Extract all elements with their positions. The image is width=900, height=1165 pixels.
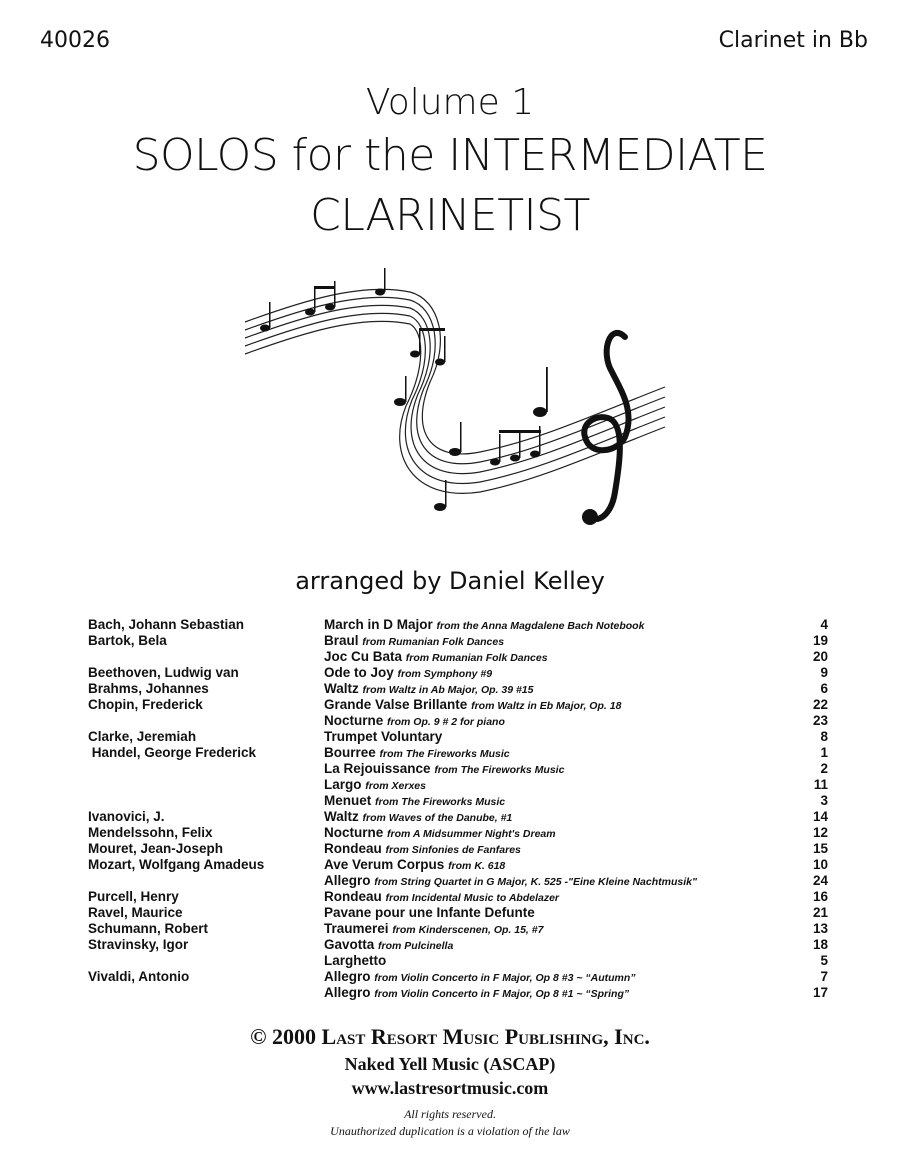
page-number: 7 — [820, 969, 828, 984]
toc-row — [88, 905, 828, 921]
page-number: 13 — [812, 921, 828, 936]
piece-source: from Waves of the Danube, #1 — [362, 812, 513, 824]
piece-source: from Rumanian Folk Dances — [362, 636, 505, 648]
piece-title: Trumpet Voluntary — [324, 729, 443, 744]
composer: Bach, Johann Sebastian — [88, 617, 245, 632]
toc-row — [88, 649, 828, 665]
piece-title: Gavotta — [324, 937, 375, 952]
piece — [324, 697, 621, 714]
composer: Mendelssohn, Felix — [88, 825, 213, 840]
piece — [324, 969, 636, 986]
page-number: 11 — [813, 777, 828, 792]
piece-title: Pavane pour une Infante Defunte — [324, 905, 535, 920]
piece-source: from Xerxes — [365, 780, 426, 792]
composer: Ravel, Maurice — [88, 905, 183, 920]
piece — [324, 681, 533, 698]
composer: Mozart, Wolfgang Amadeus — [88, 857, 265, 872]
page-number: 1 — [820, 745, 828, 760]
piece — [324, 633, 504, 650]
piece-source: from The Fireworks Music — [375, 796, 506, 808]
piece-title: Larghetto — [324, 953, 387, 968]
piece — [324, 985, 629, 1002]
toc-row — [88, 809, 828, 825]
piece — [324, 761, 564, 778]
toc-row — [88, 617, 828, 633]
toc-row — [88, 697, 828, 713]
page-number: 22 — [812, 697, 828, 712]
piece-title: Braul — [324, 633, 359, 648]
toc-row — [88, 889, 828, 905]
piece-source: from K. 618 — [448, 860, 506, 872]
piece — [324, 841, 521, 858]
page-number: 23 — [812, 713, 828, 728]
toc-row — [88, 745, 828, 761]
piece-title: Nocturne — [324, 825, 384, 840]
piece-title: Rondeau — [324, 889, 382, 904]
composer: Mouret, Jean-Joseph — [88, 841, 224, 856]
music-notes-illustration — [240, 262, 670, 552]
piece-title: Ave Verum Corpus — [324, 857, 445, 872]
toc-row — [88, 665, 828, 681]
toc-row — [88, 937, 828, 953]
piece-title: Traumerei — [324, 921, 389, 936]
page-number: 14 — [812, 809, 828, 824]
toc-row — [88, 921, 828, 937]
toc-row — [88, 633, 828, 649]
page-number: 21 — [812, 905, 828, 920]
toc-row — [88, 777, 828, 793]
page-number: 15 — [812, 841, 828, 856]
piece-source: from Symphony #9 — [397, 668, 493, 680]
piece — [324, 649, 548, 666]
toc-row — [88, 857, 828, 873]
piece — [324, 953, 386, 970]
page-number: 24 — [812, 873, 828, 888]
page-number: 8 — [820, 729, 828, 744]
page-number: 3 — [820, 793, 828, 808]
piece-source: from Sinfonies de Fanfares — [385, 844, 521, 856]
piece-title: Waltz — [324, 681, 359, 696]
piece-source: from Kinderscenen, Op. 15, #7 — [392, 924, 544, 936]
piece-title: March in D Major — [324, 617, 433, 632]
toc-row — [88, 953, 828, 969]
composer: Purcell, Henry — [88, 889, 179, 904]
page-number: 10 — [812, 857, 828, 872]
toc-row — [88, 793, 828, 809]
piece-title: Bourree — [324, 745, 376, 760]
composer: Bartok, Bela — [88, 633, 167, 648]
piece-title: Largo — [324, 777, 362, 792]
toc-row — [88, 825, 828, 841]
composer: Schumann, Robert — [88, 921, 209, 936]
piece — [324, 729, 442, 746]
piece — [324, 713, 505, 730]
copyright-line — [0, 1024, 900, 1050]
catalog-number: 40026 — [40, 28, 110, 53]
piece-title: Grande Valse Brillante — [324, 697, 468, 712]
piece-source: from A Midsummer Night's Dream — [387, 828, 556, 840]
page-number: 9 — [820, 665, 828, 680]
composer: Chopin, Frederick — [88, 697, 203, 712]
piece — [324, 745, 510, 762]
toc-row — [88, 729, 828, 745]
toc-row — [88, 873, 828, 889]
piece — [324, 793, 505, 810]
page-number: 18 — [812, 937, 828, 952]
piece-source: from Violin Concerto in F Major, Op 8 #1 ~ “Spring” — [374, 988, 630, 1000]
piece — [324, 857, 505, 874]
volume-label: Volume 1 — [365, 82, 535, 123]
toc-row — [88, 969, 828, 985]
piece-source: from Incidental Music to Abdelazer — [385, 892, 560, 904]
instrument-label: Clarinet in Bb — [718, 28, 868, 53]
piece-title: Allegro — [324, 985, 371, 1000]
page-number: 20 — [812, 649, 828, 664]
piece — [324, 937, 453, 954]
rights-notice: All rights reserved. — [404, 1107, 496, 1121]
piece-source: from the Anna Magdalene Bach Notebook — [436, 620, 645, 632]
piece — [324, 905, 535, 922]
piece — [324, 777, 426, 794]
piece-source: from Rumanian Folk Dances — [405, 652, 548, 664]
page-number: 17 — [812, 985, 828, 1000]
label-name: Naked Yell Music (ASCAP) — [344, 1054, 556, 1074]
piece-title: Allegro — [324, 873, 371, 888]
piece-source: from Violin Concerto in F Major, Op 8 #3 ~ “Autumn” — [374, 972, 636, 984]
page-number: 6 — [820, 681, 828, 696]
title-line-2: CLARINETIST — [310, 190, 590, 241]
piece — [324, 809, 512, 826]
composer: Ivanovici, J. — [88, 809, 165, 824]
toc-row — [88, 681, 828, 697]
page-number: 2 — [820, 761, 828, 776]
page-number: 5 — [820, 953, 828, 968]
website-link[interactable]: www.lastresortmusic.com — [351, 1078, 549, 1098]
composer: Beethoven, Ludwig van — [88, 665, 239, 680]
duplication-warning: Unauthorized duplication is a violation of the law — [330, 1124, 570, 1138]
piece — [324, 665, 492, 682]
toc-row — [88, 985, 828, 1001]
toc-row — [88, 713, 828, 729]
piece-source: from The Fireworks Music — [434, 764, 565, 776]
piece — [324, 617, 644, 634]
piece-title: Nocturne — [324, 713, 384, 728]
composer: Vivaldi, Antonio — [88, 969, 190, 984]
toc-row — [88, 841, 828, 857]
piece — [324, 873, 697, 890]
page-number: 19 — [812, 633, 828, 648]
piece-source: from Pulcinella — [378, 940, 454, 952]
publisher-name: Last Resort Music Publishing, Inc. — [321, 1024, 650, 1049]
piece-title: Menuet — [324, 793, 372, 808]
page-number: 12 — [812, 825, 828, 840]
piece-title: Joc Cu Bata — [324, 649, 403, 664]
piece-source: from Op. 9 # 2 for piano — [387, 716, 505, 728]
arranger-credit: arranged by Daniel Kelley — [295, 567, 605, 595]
table-of-contents — [88, 617, 828, 1001]
toc-row — [88, 761, 828, 777]
copyright-prefix: © 2000 — [250, 1024, 322, 1049]
piece — [324, 921, 543, 938]
composer: Stravinsky, Igor — [88, 937, 189, 952]
piece-source: from Waltz in Eb Major, Op. 18 — [471, 700, 622, 712]
piece — [324, 825, 556, 842]
piece-title: La Rejouissance — [324, 761, 431, 776]
piece-source: from The Fireworks Music — [379, 748, 510, 760]
page-number: 16 — [812, 889, 828, 904]
page-number: 4 — [820, 617, 828, 632]
composer: Handel, George Frederick — [88, 745, 257, 760]
composer: Clarke, Jeremiah — [88, 729, 197, 744]
piece-source: from String Quartet in G Major, K. 525 -"Eine Kleine Nachtmusik" — [374, 876, 697, 888]
piece — [324, 889, 559, 906]
composer: Brahms, Johannes — [88, 681, 209, 696]
piece-title: Rondeau — [324, 841, 382, 856]
piece-title: Allegro — [324, 969, 371, 984]
piece-title: Waltz — [324, 809, 359, 824]
piece-title: Ode to Joy — [324, 665, 394, 680]
piece-source: from Waltz in Ab Major, Op. 39 #15 — [362, 684, 534, 696]
title-line-1: SOLOS for the INTERMEDIATE — [132, 130, 768, 181]
